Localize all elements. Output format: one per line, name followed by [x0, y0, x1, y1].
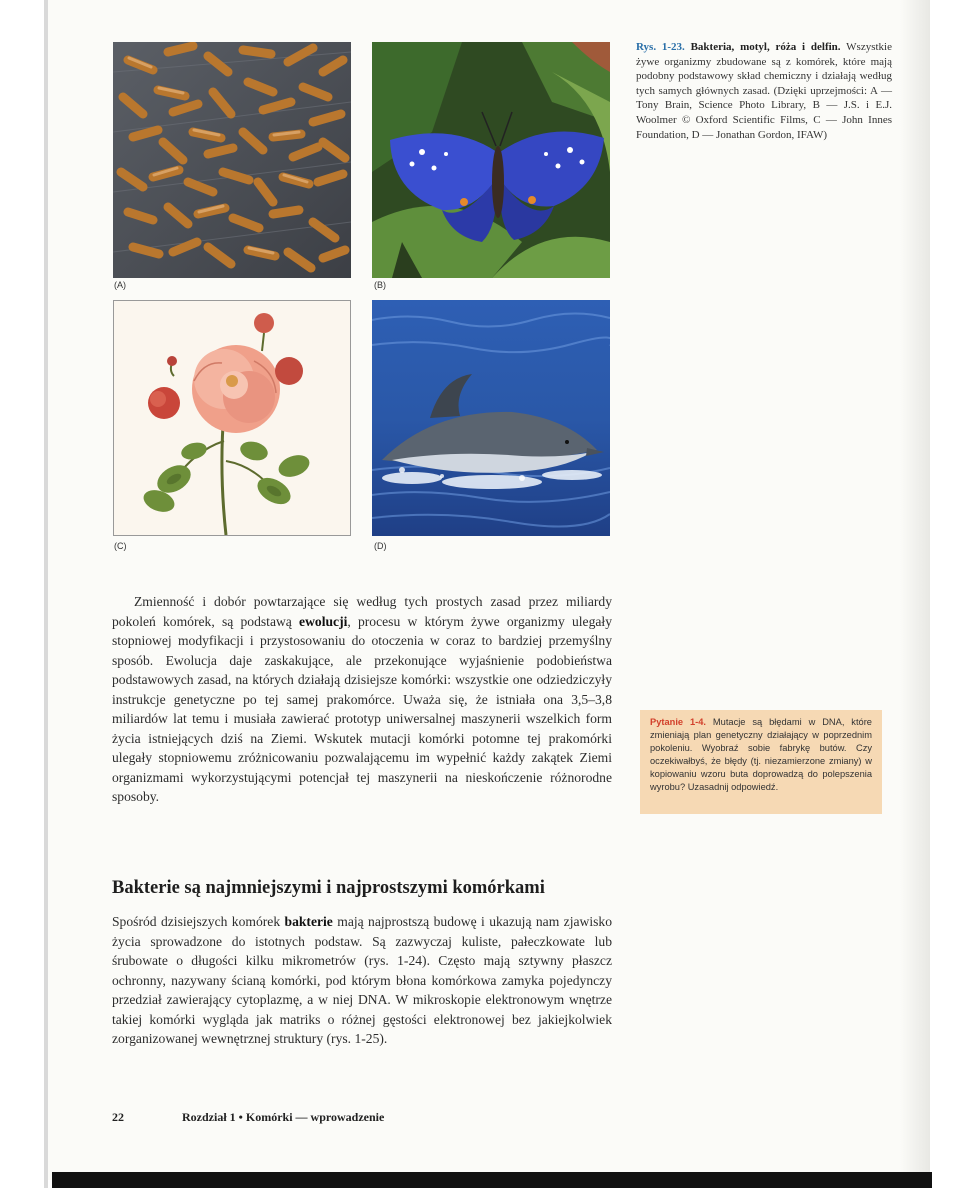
panel-label-d: (D): [374, 541, 387, 551]
scan-right-shade: [900, 0, 930, 1172]
paragraph-text: Spośród dzisiejszych komórek: [112, 914, 285, 929]
paragraph-text: , procesu w którym żywe organizmy ulegały stopniowej modyfikacji i przystosowaniu do otoczenia w coraz to bardziej przemyślny sposób. Ewolucja daje zaskakujące, ale przekonujące wyjaśnienie podobieństwa podstawowych zasad, na których działają dzisiejsze komórki: wszystkie one odziedziczyły instrukcje genetyczne po tej samej prakomórce. Uważa się, że istniała ona 3,5–3,8 miliardów lat temu i musiała zawierać prototyp uniwersalnej maszynerii wszelkich form życia istniejących dziś na Ziemi. Wskutek mutacji komórki potomne tej prakomórki ulegały stopniowemu zróżnicowaniu pozwalającemu im wypełnić każdy zakątek Ziemi organizmami wykorzystującymi potencjał tej maszynerii na nieskończenie różnorodne sposoby.: [112, 613, 612, 804]
panel-label-c: (C): [114, 541, 127, 551]
figure-caption: [636, 40, 892, 142]
question-text: Mutacje są błędami w DNA, które zmieniają plan genetyczny działający w poprzednim pokoleniu. Wyobraź sobie fabrykę butów. Czy oczekiwałbyś, że błędy (tj. niezamierzone zmiany) w kopiowaniu wzoru buta doprowadzą do polepszenia wyrobu? Uzasadnij odpowiedź.: [650, 717, 872, 792]
question-label: Pytanie 1-4.: [650, 717, 706, 727]
dolphin-photo: [372, 300, 610, 536]
panel-label-a: (A): [114, 280, 126, 290]
scan-left-edge: [44, 0, 48, 1188]
paragraph-text: Zmienność i dobór powtarzające się według tych prostych zasad przez miliardy pokoleń komórek, są podstawą: [112, 594, 612, 629]
butterfly-photo: [372, 42, 610, 278]
figure-reference: Rys. 1-23.: [636, 41, 685, 53]
question-box: [640, 710, 882, 814]
section-heading: Bakterie są najmniejszymi i najprostszymi komórkami: [112, 878, 545, 898]
bacteria-photo: [113, 42, 351, 278]
figure-title: Bakteria, motyl, róża i delfin.: [690, 41, 841, 53]
rose-illustration: [113, 300, 351, 536]
scan-bottom-bar: [52, 1172, 932, 1188]
paragraph-text: mają najprostszą budowę i ukazują nam zjawisko życia sprowadzone do istotnych podstaw. Są zazwyczaj kuliste, pałeczkowate lub śrubowate o długości kilku mikrometrów (rys. 1-24). Często mają sztywny płaszcz ochronny, nazywany ścianą komórki, pod którym błona komórkowa zamyka pojedynczy przedział zawierający cytoplazmę, a w niej DNA. W mikroskopie elektronowym wnętrze takiej komórki wygląda jak matriks o różnej gęstości elektronowej bez jakiejkolwiek zorganizowanej wewnętrznej struktury (rys. 1-25).: [112, 914, 612, 1046]
key-term-bacteria: bakterie: [284, 914, 333, 929]
page-number: 22: [112, 1110, 124, 1124]
key-term-evolution: ewolucji: [299, 613, 348, 629]
panel-label-b: (B): [374, 280, 386, 290]
body-paragraph-evolution: [112, 592, 612, 807]
body-paragraph-bacteria: [112, 912, 612, 1049]
running-footer-chapter: Rozdział 1 • Komórki — wprowadzenie: [182, 1110, 385, 1124]
figure-caption-text: Wszystkie żywe organizmy zbudowane są z komórek, które mają podobny podstawowy skład chemiczny i działają według tych samych głównych zasad. (Dzięki uprzejmości: A — Tony Brain, Science Photo Library, B — J.S. i E.J. Woolmer © Oxford Scientific Films, C — John Innes Foundation, D — Jonathan Gordon, IFAW): [636, 41, 892, 141]
